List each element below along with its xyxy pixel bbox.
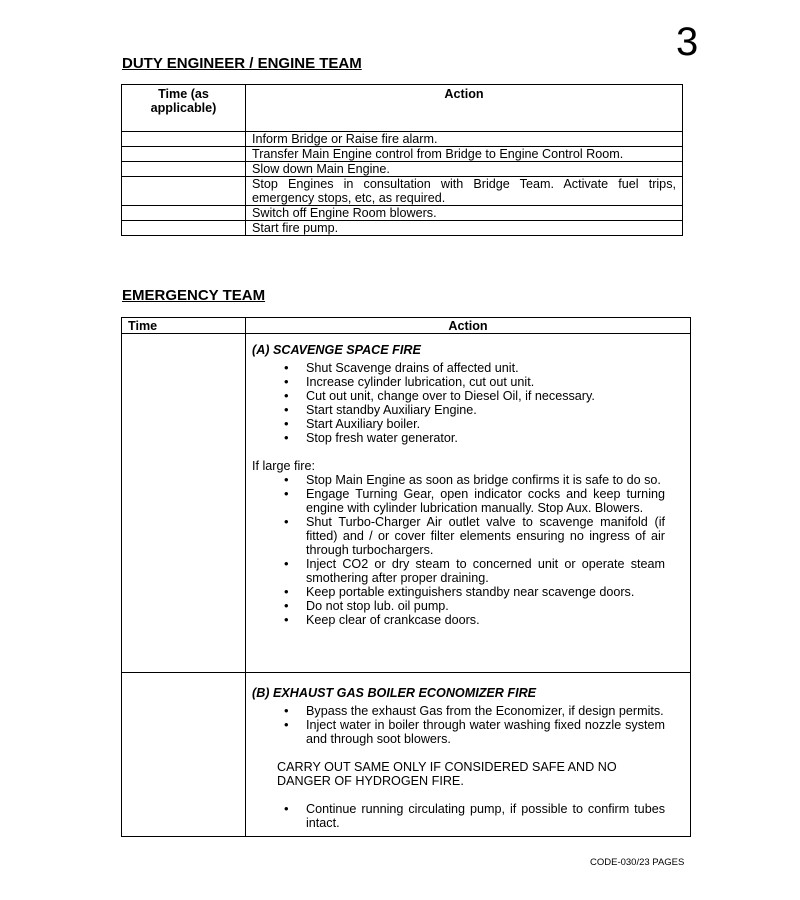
- time-cell: [122, 206, 246, 221]
- list-item: • Engage Turning Gear, open indicator cocks and keep turning engine with cylinder lubrication manually. Stop Aux. Blowers.: [306, 487, 665, 515]
- list-item: • Shut Turbo-Charger Air outlet valve to scavenge manifold (if fitted) and / or cover filter elements ensuring no ingress of air through turbochargers.: [306, 515, 665, 557]
- action-cell: Switch off Engine Room blowers.: [246, 206, 683, 221]
- time-cell: [122, 147, 246, 162]
- action-cell: Transfer Main Engine control from Bridge to Engine Control Room.: [246, 147, 683, 162]
- emergency-team-table: [121, 317, 691, 837]
- time-cell: [122, 132, 246, 147]
- table-row: [122, 162, 683, 177]
- action-cell: Inform Bridge or Raise fire alarm.: [246, 132, 683, 147]
- scavenge-heading: (A) SCAVENGE SPACE FIRE: [252, 343, 421, 357]
- list-item: • Start standby Auxiliary Engine.: [306, 403, 665, 417]
- list-item: • Inject CO2 or dry steam to concerned unit or operate steam smothering after proper draining.: [306, 557, 665, 585]
- list-item: • Stop fresh water generator.: [306, 431, 665, 445]
- table-row: [122, 132, 683, 147]
- exhaust-heading: (B) EXHAUST GAS BOILER ECONOMIZER FIRE: [252, 686, 537, 700]
- scavenge-list: [252, 361, 665, 445]
- emergency-section-title: EMERGENCY TEAM: [122, 287, 266, 304]
- list-item: • Cut out unit, change over to Diesel Oil, if necessary.: [306, 389, 665, 403]
- table-row: [122, 147, 683, 162]
- list-item: • Increase cylinder lubrication, cut out unit.: [306, 375, 665, 389]
- emergency-table-header-row: [122, 318, 691, 334]
- exhaust-action-cell: [246, 673, 691, 837]
- list-item: • Shut Scavenge drains of affected unit.: [306, 361, 665, 375]
- time-cell: [122, 673, 246, 837]
- table-row: [122, 221, 683, 236]
- table-row: [122, 206, 683, 221]
- scavenge-action-cell: [246, 334, 691, 673]
- duty-time-header: Time (as applicable): [122, 85, 246, 132]
- list-item: • Keep clear of crankcase doors.: [306, 613, 665, 627]
- duty-engineer-table: [121, 84, 683, 236]
- large-fire-list: [252, 473, 665, 627]
- list-item: • Continue running circulating pump, if possible to confirm tubes intact.: [306, 802, 665, 830]
- page-footer-code: CODE-030/23 PAGES: [590, 857, 685, 868]
- list-item: • Bypass the exhaust Gas from the Economizer, if design permits.: [306, 704, 665, 718]
- table-row: [122, 177, 683, 206]
- hydrogen-caution: CARRY OUT SAME ONLY IF CONSIDERED SAFE AND NO DANGER OF HYDROGEN FIRE.: [277, 760, 617, 788]
- exhaust-final-list: [252, 802, 665, 830]
- page-number: 3: [676, 20, 699, 64]
- list-item: • Start Auxiliary boiler.: [306, 417, 665, 431]
- emergency-action-header: Action: [246, 318, 691, 334]
- action-cell: Slow down Main Engine.: [246, 162, 683, 177]
- exhaust-list: [252, 704, 665, 746]
- list-item: • Keep portable extinguishers standby near scavenge doors.: [306, 585, 665, 599]
- list-item: • Inject water in boiler through water washing fixed nozzle system and through soot blowers.: [306, 718, 665, 746]
- emergency-time-header: Time: [122, 318, 246, 334]
- scavenge-row: [122, 334, 691, 673]
- duty-section-title: DUTY ENGINEER / ENGINE TEAM: [122, 55, 362, 72]
- action-cell: Stop Engines in consultation with Bridge Team. Activate fuel trips, emergency stops, etc, as required.: [246, 177, 683, 206]
- exhaust-row: [122, 673, 691, 837]
- large-fire-label: If large fire:: [252, 459, 315, 473]
- time-cell: [122, 162, 246, 177]
- duty-table-header-row: [122, 85, 683, 132]
- time-cell: [122, 221, 246, 236]
- action-cell: Start fire pump.: [246, 221, 683, 236]
- time-cell: [122, 177, 246, 206]
- time-cell: [122, 334, 246, 673]
- duty-action-header: Action: [246, 85, 683, 132]
- list-item: • Stop Main Engine as soon as bridge confirms it is safe to do so.: [306, 473, 665, 487]
- list-item: • Do not stop lub. oil pump.: [306, 599, 665, 613]
